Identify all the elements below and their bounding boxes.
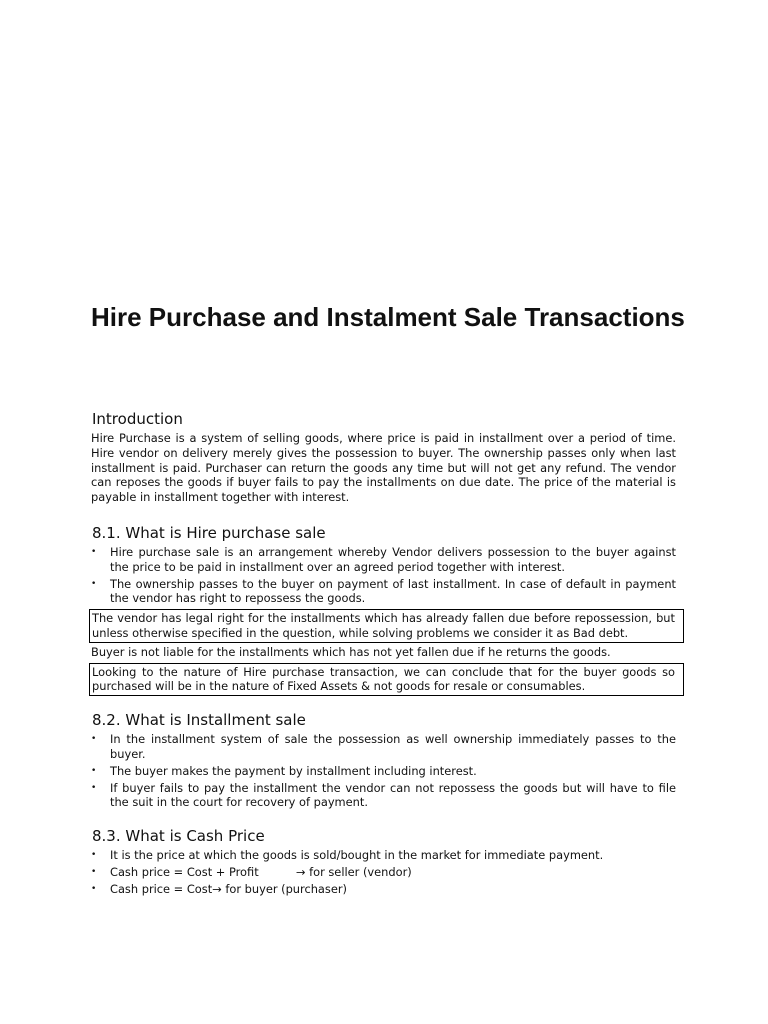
buyer-liability-note: Buyer is not liable for the installments which has not yet fallen due if he returns the goods. bbox=[91, 644, 611, 659]
list-item bbox=[91, 882, 676, 897]
list-item bbox=[91, 545, 676, 575]
list-item-text: The buyer makes the payment by installment including interest. bbox=[110, 763, 477, 778]
bullet-icon: • bbox=[91, 578, 97, 589]
list-item bbox=[91, 848, 676, 863]
cash-price-formula-seller: Cash price = Cost + Profit bbox=[110, 864, 259, 879]
boxed-note-fixed-assets: Looking to the nature of Hire purchase transaction, we can conclude that for the buyer goods so purchased will be in the nature of Fixed Assets & not goods for resale or consumables. bbox=[89, 663, 684, 697]
hire-purchase-bullet-list bbox=[91, 545, 676, 606]
bullet-icon: • bbox=[91, 850, 97, 861]
list-item bbox=[91, 865, 676, 880]
list-item bbox=[91, 732, 676, 762]
arrow-right-icon: → bbox=[212, 881, 222, 896]
section-hire-purchase bbox=[91, 523, 676, 696]
arrow-right-icon: → bbox=[295, 864, 306, 879]
introduction-heading: Introduction bbox=[92, 410, 183, 428]
introduction-section bbox=[91, 409, 676, 505]
section-heading-hire-purchase: 8.1. What is Hire purchase sale bbox=[92, 523, 326, 542]
document-body bbox=[91, 409, 676, 899]
cash-price-bullet-list bbox=[91, 848, 676, 896]
list-item bbox=[91, 781, 676, 811]
cash-price-formula-buyer: Cash price = Cost bbox=[110, 881, 213, 896]
list-item-text: If buyer fails to pay the installment the vendor can not repossess the goods but will have to file the suit in the court for recovery of payment. bbox=[110, 780, 676, 810]
introduction-paragraph: Hire Purchase is a system of selling goods, where price is paid in installment over a period of time. Hire vendor on delivery merely gives the possession to buyer. The ownership passes only when last installment is paid. Purchaser can return the goods any time but will not get any refund. The vendor can reposes the goods if buyer fails to pay the installments on due date. The price of the material is payable in installment together with interest. bbox=[91, 431, 676, 505]
list-item bbox=[91, 577, 676, 607]
installment-sale-bullet-list bbox=[91, 732, 676, 810]
list-item-text: Hire purchase sale is an arrangement whereby Vendor delivers possession to the buyer against the price to be paid in installment over an agreed period together with interest. bbox=[110, 544, 676, 574]
bullet-icon: • bbox=[91, 734, 97, 745]
page-title: Hire Purchase and Instalment Sale Transactions bbox=[91, 302, 685, 332]
bullet-icon: • bbox=[91, 546, 97, 557]
list-item-text: In the installment system of sale the possession as well ownership immediately passes to the buyer. bbox=[110, 732, 676, 761]
section-installment-sale bbox=[91, 710, 676, 810]
bullet-icon: • bbox=[91, 866, 97, 877]
list-item-text: The ownership passes to the buyer on payment of last installment. In case of default in payment the vendor has right to repossess the goods. bbox=[110, 576, 676, 606]
section-heading-installment-sale: 8.2. What is Installment sale bbox=[92, 711, 306, 730]
cash-price-seller-label: for seller (vendor) bbox=[309, 864, 412, 879]
bullet-icon: • bbox=[91, 782, 97, 793]
section-cash-price bbox=[91, 826, 676, 896]
section-heading-cash-price: 8.3. What is Cash Price bbox=[92, 827, 265, 846]
boxed-note-bad-debt: The vendor has legal right for the installments which has already fallen due before repossession, but unless otherwise specified in the question, while solving problems we consider it as Bad debt. bbox=[89, 609, 684, 643]
list-item bbox=[91, 764, 676, 779]
bullet-icon: • bbox=[91, 883, 97, 894]
list-item-text: It is the price at which the goods is sold/bought in the market for immediate payment. bbox=[110, 848, 604, 863]
bullet-icon: • bbox=[91, 765, 97, 776]
cash-price-buyer-label: for buyer (purchaser) bbox=[225, 881, 347, 896]
